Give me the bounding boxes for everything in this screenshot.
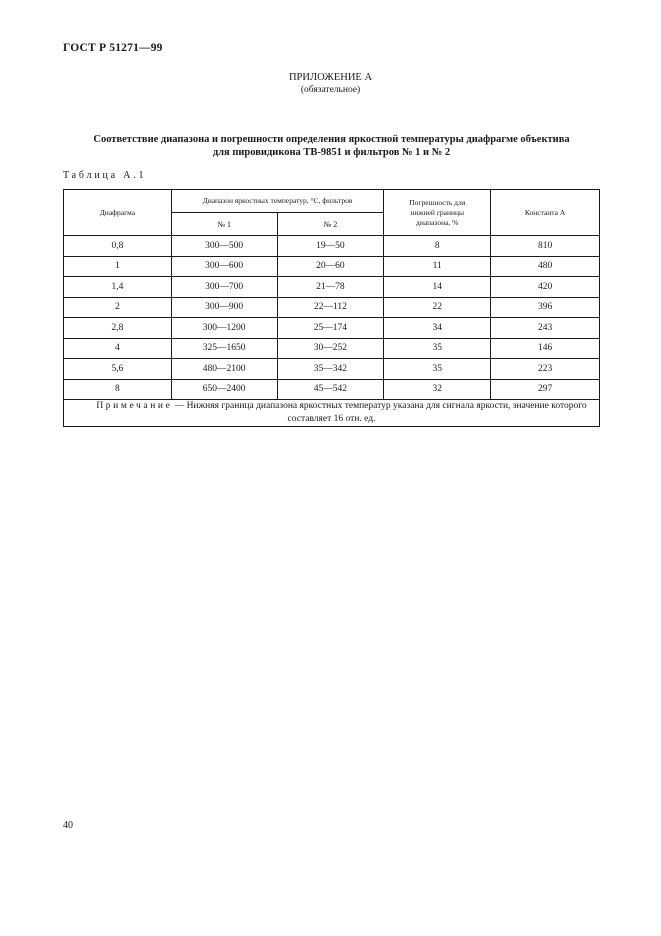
table-note bbox=[64, 400, 600, 427]
error-cell: 22 bbox=[384, 297, 491, 318]
section-title-line-1: Соответствие диапазона и погрешности определения яркостной температуры диафрагме объектива bbox=[93, 134, 570, 145]
note-label: Примечание bbox=[96, 401, 173, 411]
filter2-range-cell: 19—50 bbox=[277, 236, 384, 257]
constant-cell: 810 bbox=[491, 236, 600, 257]
appendix-heading bbox=[0, 72, 661, 96]
error-cell: 8 bbox=[384, 236, 491, 257]
filter1-range-cell: 650—2400 bbox=[171, 379, 277, 400]
constant-cell: 146 bbox=[491, 338, 600, 359]
page-number: 40 bbox=[63, 820, 73, 831]
document-code: ГОСТ Р 51271—99 bbox=[63, 42, 163, 54]
constant-cell: 480 bbox=[491, 256, 600, 277]
table-row bbox=[64, 379, 600, 400]
table-row bbox=[64, 277, 600, 298]
constant-cell: 223 bbox=[491, 359, 600, 380]
error-cell: 32 bbox=[384, 379, 491, 400]
table-row bbox=[64, 297, 600, 318]
filter1-range-cell: 300—700 bbox=[171, 277, 277, 298]
error-cell: 14 bbox=[384, 277, 491, 298]
constant-cell: 420 bbox=[491, 277, 600, 298]
aperture-cell: 0,8 bbox=[64, 236, 172, 257]
appendix-title: ПРИЛОЖЕНИЕ А bbox=[288, 72, 373, 83]
error-cell: 35 bbox=[384, 359, 491, 380]
aperture-cell: 8 bbox=[64, 379, 172, 400]
error-cell: 34 bbox=[384, 318, 491, 339]
filter1-range-cell: 300—500 bbox=[171, 236, 277, 257]
aperture-cell: 1,4 bbox=[64, 277, 172, 298]
filter2-range-cell: 22—112 bbox=[277, 297, 384, 318]
filter1-range-cell: 300—600 bbox=[171, 256, 277, 277]
header-aperture: Диафрагма bbox=[64, 190, 172, 236]
error-cell: 35 bbox=[384, 338, 491, 359]
header-filter-2: № 2 bbox=[277, 213, 384, 236]
filter2-range-cell: 35—342 bbox=[277, 359, 384, 380]
aperture-cell: 5,6 bbox=[64, 359, 172, 380]
filter2-range-cell: 45—542 bbox=[277, 379, 384, 400]
appendix-status: (обязательное) bbox=[300, 85, 361, 95]
aperture-cell: 2 bbox=[64, 297, 172, 318]
data-table bbox=[63, 189, 600, 427]
header-error: Погрешность для нижней границы диапазона, % bbox=[384, 190, 491, 236]
header-filter-1: № 1 bbox=[171, 213, 277, 236]
aperture-cell: 2,8 bbox=[64, 318, 172, 339]
aperture-cell: 4 bbox=[64, 338, 172, 359]
constant-cell: 243 bbox=[491, 318, 600, 339]
filter2-range-cell: 20—60 bbox=[277, 256, 384, 277]
filter1-range-cell: 325—1650 bbox=[171, 338, 277, 359]
section-title bbox=[63, 133, 600, 159]
table-row bbox=[64, 256, 600, 277]
table-row bbox=[64, 359, 600, 380]
section-title-line-2: для пировидикона ТВ-9851 и фильтров № 1 и № 2 bbox=[212, 147, 451, 158]
filter2-range-cell: 25—174 bbox=[277, 318, 384, 339]
filter2-range-cell: 30—252 bbox=[277, 338, 384, 359]
aperture-cell: 1 bbox=[64, 256, 172, 277]
constant-cell: 297 bbox=[491, 379, 600, 400]
header-range-group: Диапазон яркостных температур, °С, фильтров bbox=[171, 190, 383, 213]
table-label: Таблица А.1 bbox=[63, 170, 147, 181]
filter1-range-cell: 480—2100 bbox=[171, 359, 277, 380]
table-row bbox=[64, 338, 600, 359]
filter1-range-cell: 300—900 bbox=[171, 297, 277, 318]
constant-cell: 396 bbox=[491, 297, 600, 318]
table-row bbox=[64, 318, 600, 339]
header-constant: Константа А bbox=[491, 190, 600, 236]
table-row bbox=[64, 236, 600, 257]
note-text: — Нижняя граница диапазона яркостных температур указана для сигнала яркости, значение которого составляет 16 отн. ед. bbox=[172, 401, 587, 424]
filter2-range-cell: 21—78 bbox=[277, 277, 384, 298]
filter1-range-cell: 300—1200 bbox=[171, 318, 277, 339]
error-cell: 11 bbox=[384, 256, 491, 277]
